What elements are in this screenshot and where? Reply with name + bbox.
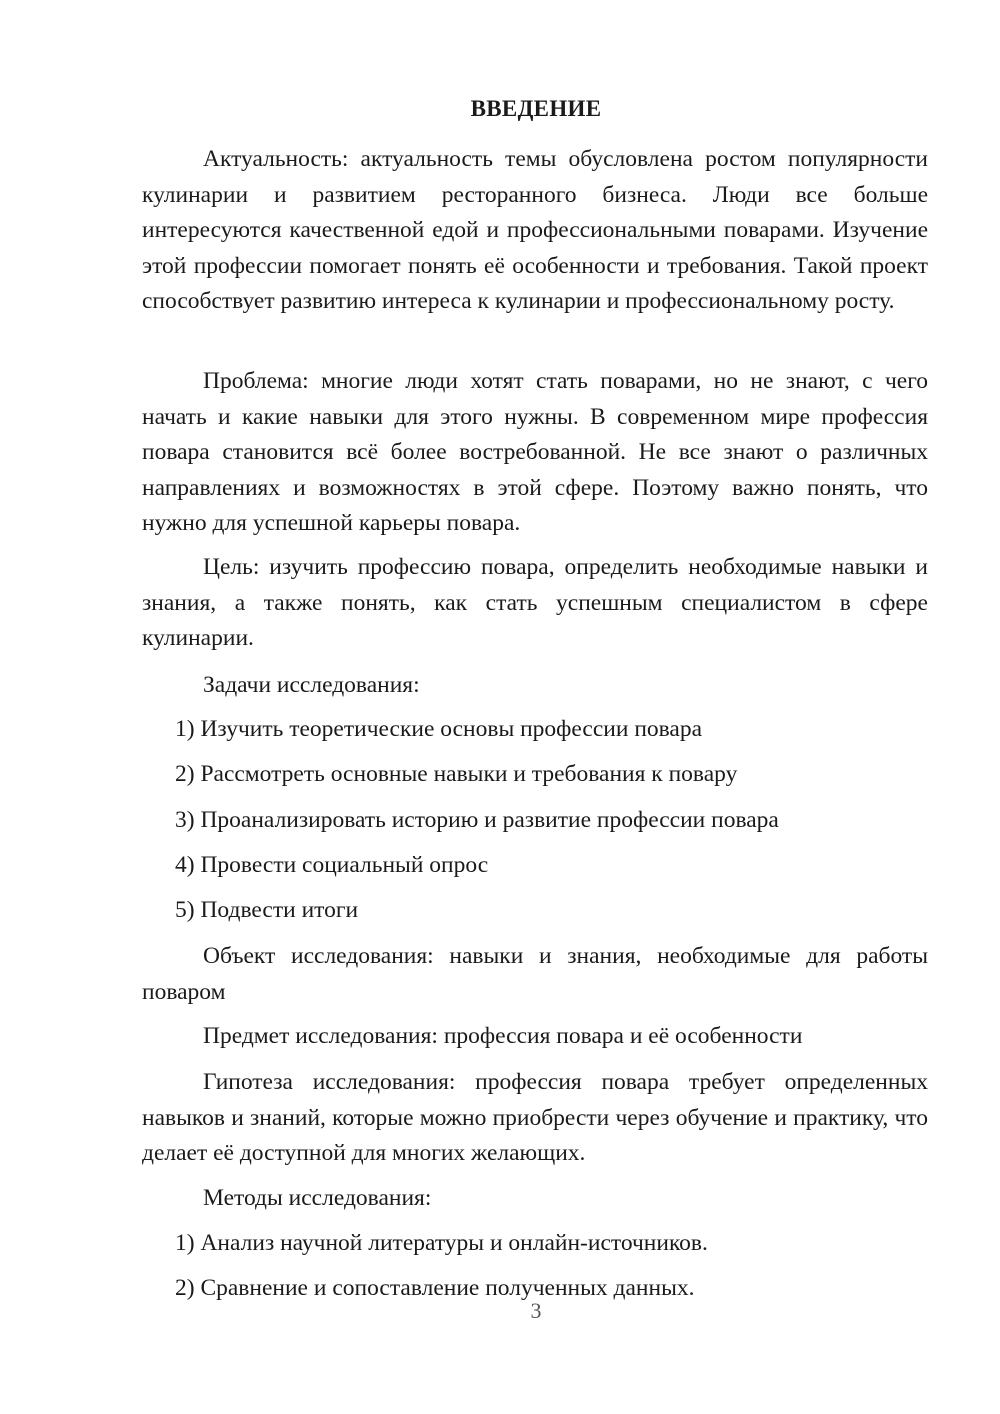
page-number: 3 xyxy=(530,1298,542,1323)
method-item-1: 1) Анализ научной литературы и онлайн-источников. xyxy=(175,1230,708,1256)
problem-paragraph: Проблема: многие люди хотят стать поварами, но не знают, с чего начать и какие навыки для этого нужны. В современном мире профессия повара становится всё более востребованной. Не все знают о различных направлениях и возможностях в этой сфере. Поэтому важно понять, что нужно для успешной карьеры повара. xyxy=(142,368,928,536)
tasks-heading: Задачи исследования: xyxy=(203,672,420,698)
hypothesis-paragraph: Гипотеза исследования: профессия повара требует определенных навыков и знаний, которые можно приобрести через обучение и практику, что делает её доступной для многих желающих. xyxy=(142,1069,928,1166)
page-title: ВВЕДЕНИЕ xyxy=(470,96,602,121)
task-item-4: 4) Провести социальный опрос xyxy=(175,852,489,878)
task-item-5: 5) Подвести итоги xyxy=(175,897,359,923)
task-item-3: 3) Проанализировать историю и развитие профессии повара xyxy=(175,807,779,833)
methods-heading: Методы исследования: xyxy=(203,1185,432,1211)
task-item-1: 1) Изучить теоретические основы профессии повара xyxy=(175,716,703,742)
relevance-paragraph: Актуальность: актуальность темы обусловлена ростом популярности кулинарии и развитием ресторанного бизнеса. Люди все больше интересуются качественной едой и профессиональными поварами. Изучение этой профессии помогает понять её особенности и требования. Такой проект способствует развитию интереса к кулинарии и профессиональному росту. xyxy=(142,146,928,314)
goal-paragraph: Цель: изучить профессию повара, определить необходимые навыки и знания, а также понять, как стать успешным специалистом в сфере кулинарии. xyxy=(142,554,928,651)
object-paragraph: Объект исследования: навыки и знания, необходимые для работы поваром xyxy=(142,943,928,1005)
subject-paragraph: Предмет исследования: профессия повара и её особенности xyxy=(203,1023,803,1049)
task-item-2: 2) Рассмотреть основные навыки и требования к повару xyxy=(175,761,738,787)
method-item-2: 2) Сравнение и сопоставление полученных данных. xyxy=(175,1275,695,1301)
